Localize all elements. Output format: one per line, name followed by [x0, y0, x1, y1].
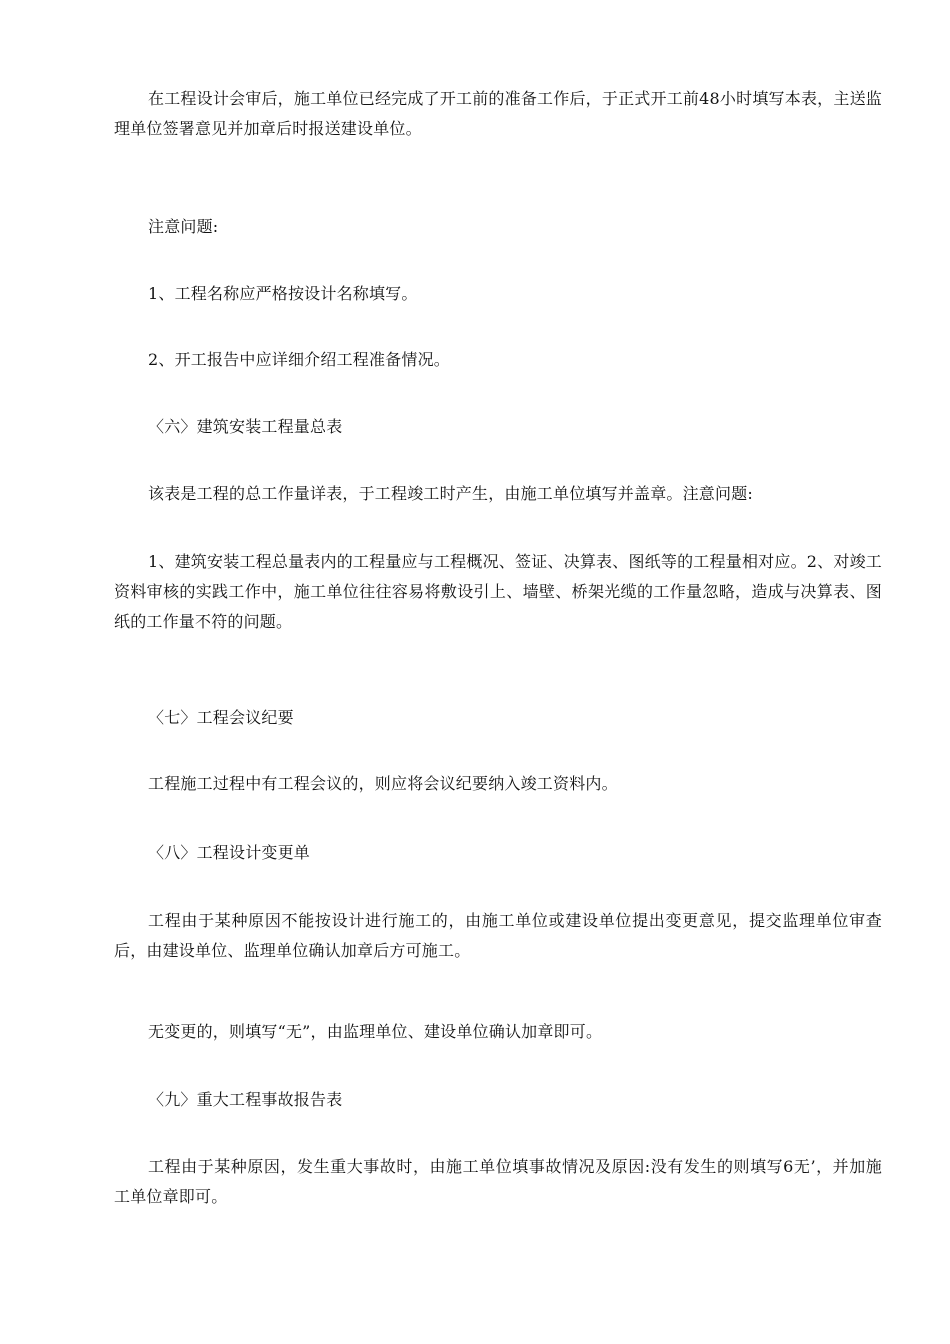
section-heading-6: 〈六〉建筑安装工程量总表 [148, 417, 343, 436]
paragraph-intro: 在工程设计会审后，施工单位已经完成了开工前的准备工作后，于正式开工前48小时填写本表，主送监理单位签署意见并加章后时报送建设单位。 [114, 89, 882, 138]
paragraph-section-8-no-change: 无变更的，则填写“无”，由监理单位、建设单位确认加章即可。 [148, 1022, 603, 1041]
paragraph-note-2: 2、开工报告中应详细介绍工程准备情况。 [148, 350, 450, 369]
paragraph-notes-heading: 注意问题: [148, 217, 219, 236]
paragraph-section-9-desc: 工程由于某种原因，发生重大事故时，由施工单位填事故情况及原因:没有发生的则填写6无’，并加施工单位章即可。 [114, 1157, 882, 1206]
paragraph-section-6-notes: 1、建筑安装工程总量表内的工程量应与工程概况、签证、决算表、图纸等的工程量相对应。2、对竣工资料审核的实践工作中，施工单位往往容易将敷设引上、墙壁、桥架光缆的工作量忽略，造成与决算表、图纸的工作量不符的问题。 [114, 552, 882, 631]
paragraph-section-8-desc: 工程由于某种原因不能按设计进行施工的，由施工单位或建设单位提出变更意见，提交监理单位审查后，由建设单位、监理单位确认加章后方可施工。 [114, 911, 882, 960]
section-heading-9: 〈九〉重大工程事故报告表 [148, 1090, 343, 1109]
paragraph-section-7-desc: 工程施工过程中有工程会议的，则应将会议纪要纳入竣工资料内。 [148, 774, 618, 793]
paragraph-note-1: 1、工程名称应严格按设计名称填写。 [148, 284, 418, 303]
section-heading-8: 〈八〉工程设计变更单 [148, 843, 311, 862]
paragraph-section-6-desc: 该表是工程的总工作量详表，于工程竣工时产生，由施工单位填写并盖章。注意问题: [148, 484, 753, 503]
section-heading-7: 〈七〉工程会议纪要 [148, 708, 294, 727]
